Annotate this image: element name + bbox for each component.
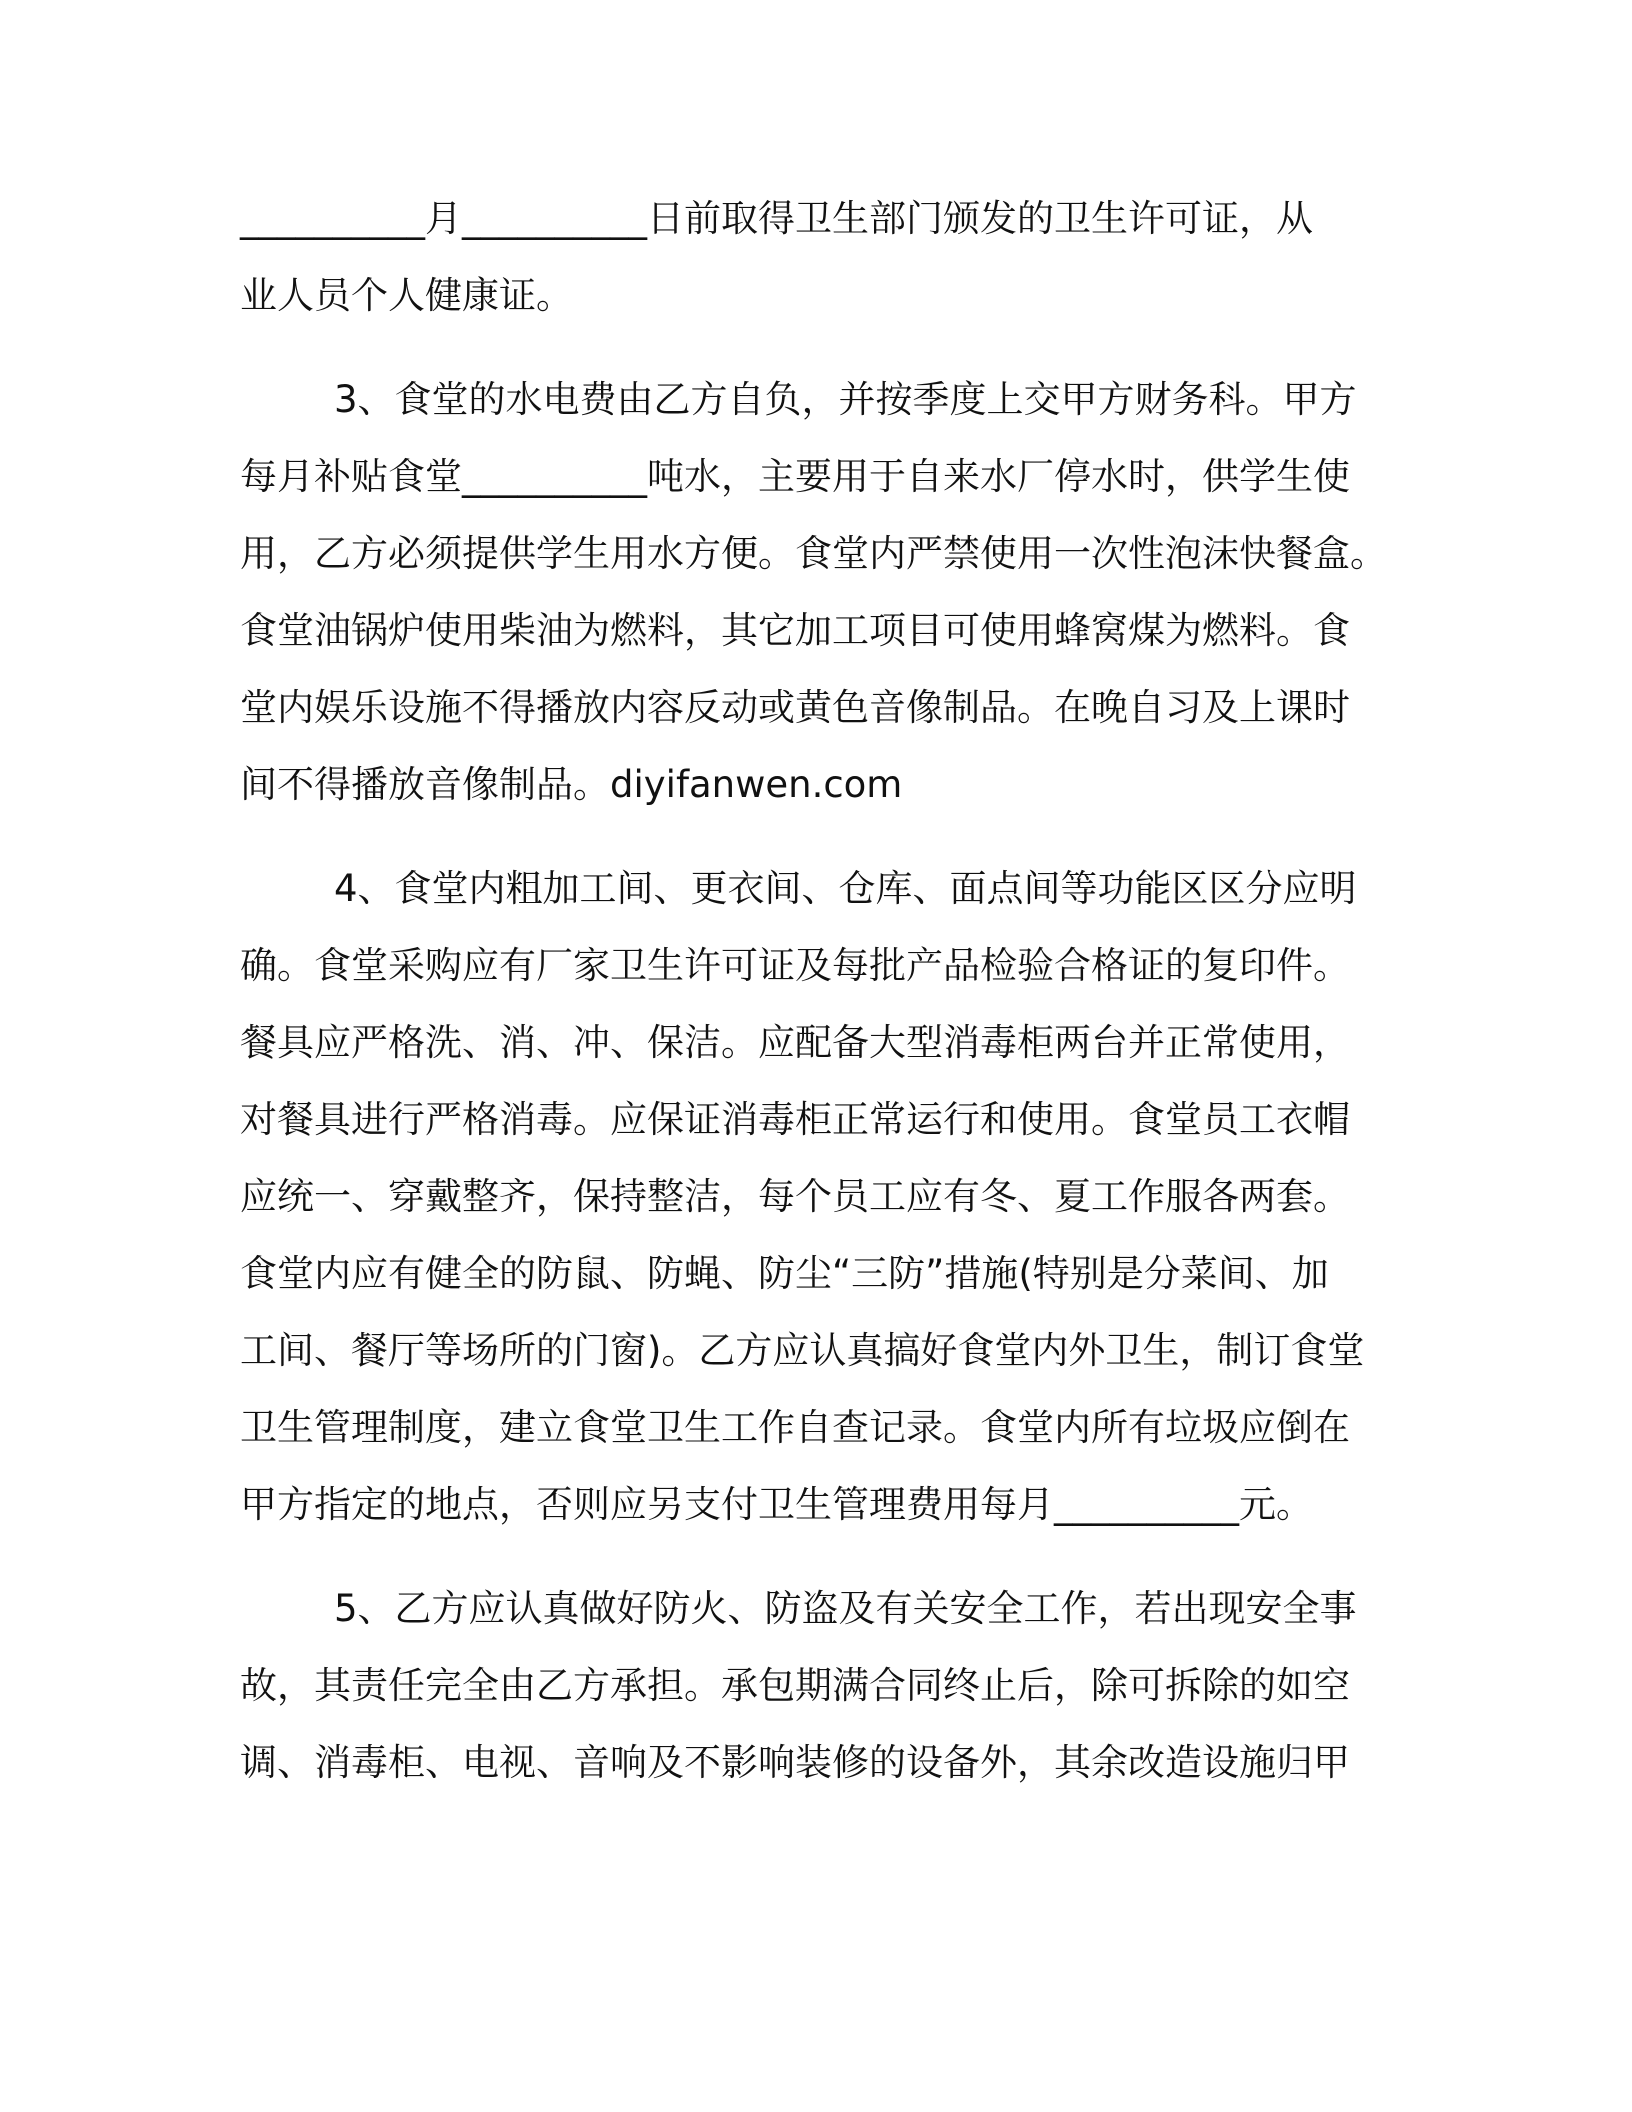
paragraph-continued: __________月__________日前取得卫生部门颁发的卫生许可证，从 业人员个人健康证。 [240, 197, 1313, 317]
document-body [240, 180, 1390, 1828]
paragraph-clause-4: 4、食堂内粗加工间、更衣间、仓库、面点间等功能区区分应明 确。食堂采购应有厂家卫生许可证及每批产品检验合格证的复印件。 餐具应严格洗、消、冲、保洁。应配备大型消毒柜两台并正常使用， 对餐具进行严格消毒。应保证消毒柜正常运行和使用。食堂员工衣帽 应统一、穿戴整齐，保持整洁，每个员工应有冬、夏工作服各两套。 食堂内应有健全的防鼠、防蝇、防尘“三防”措施(特别是分菜间、加 工间、餐厅等场所的门窗)。乙方应认真搞好食堂内外卫生，制订食堂 卫生管理制度，建立食堂卫生工作自查记录。食堂内所有垃圾应倒在 甲方指定的地点，否则应另支付卫生管理费用每月__________元。 [240, 867, 1365, 1526]
paragraph-clause-3: 3、食堂的水电费由乙方自负，并按季度上交甲方财务科。甲方 每月补贴食堂__________吨水，主要用于自来水厂停水时，供学生使 用，乙方必须提供学生用水方便。食堂内严禁使用一次性泡沫快餐盒。 食堂油锅炉使用柴油为燃料，其它加工项目可使用蜂窝煤为燃料。食 堂内娱乐设施不得播放内容反动或黄色音像制品。在晚自习及上课时 间不得播放音像制品。diyifanwen.com [240, 378, 1387, 806]
paragraph-clause-5: 5、乙方应认真做好防火、防盗及有关安全工作，若出现安全事 故，其责任完全由乙方承担。承包期满合同终止后，除可拆除的如空 调、消毒柜、电视、音响及不影响装修的设备外，其余改造设施归甲 [240, 1587, 1357, 1784]
